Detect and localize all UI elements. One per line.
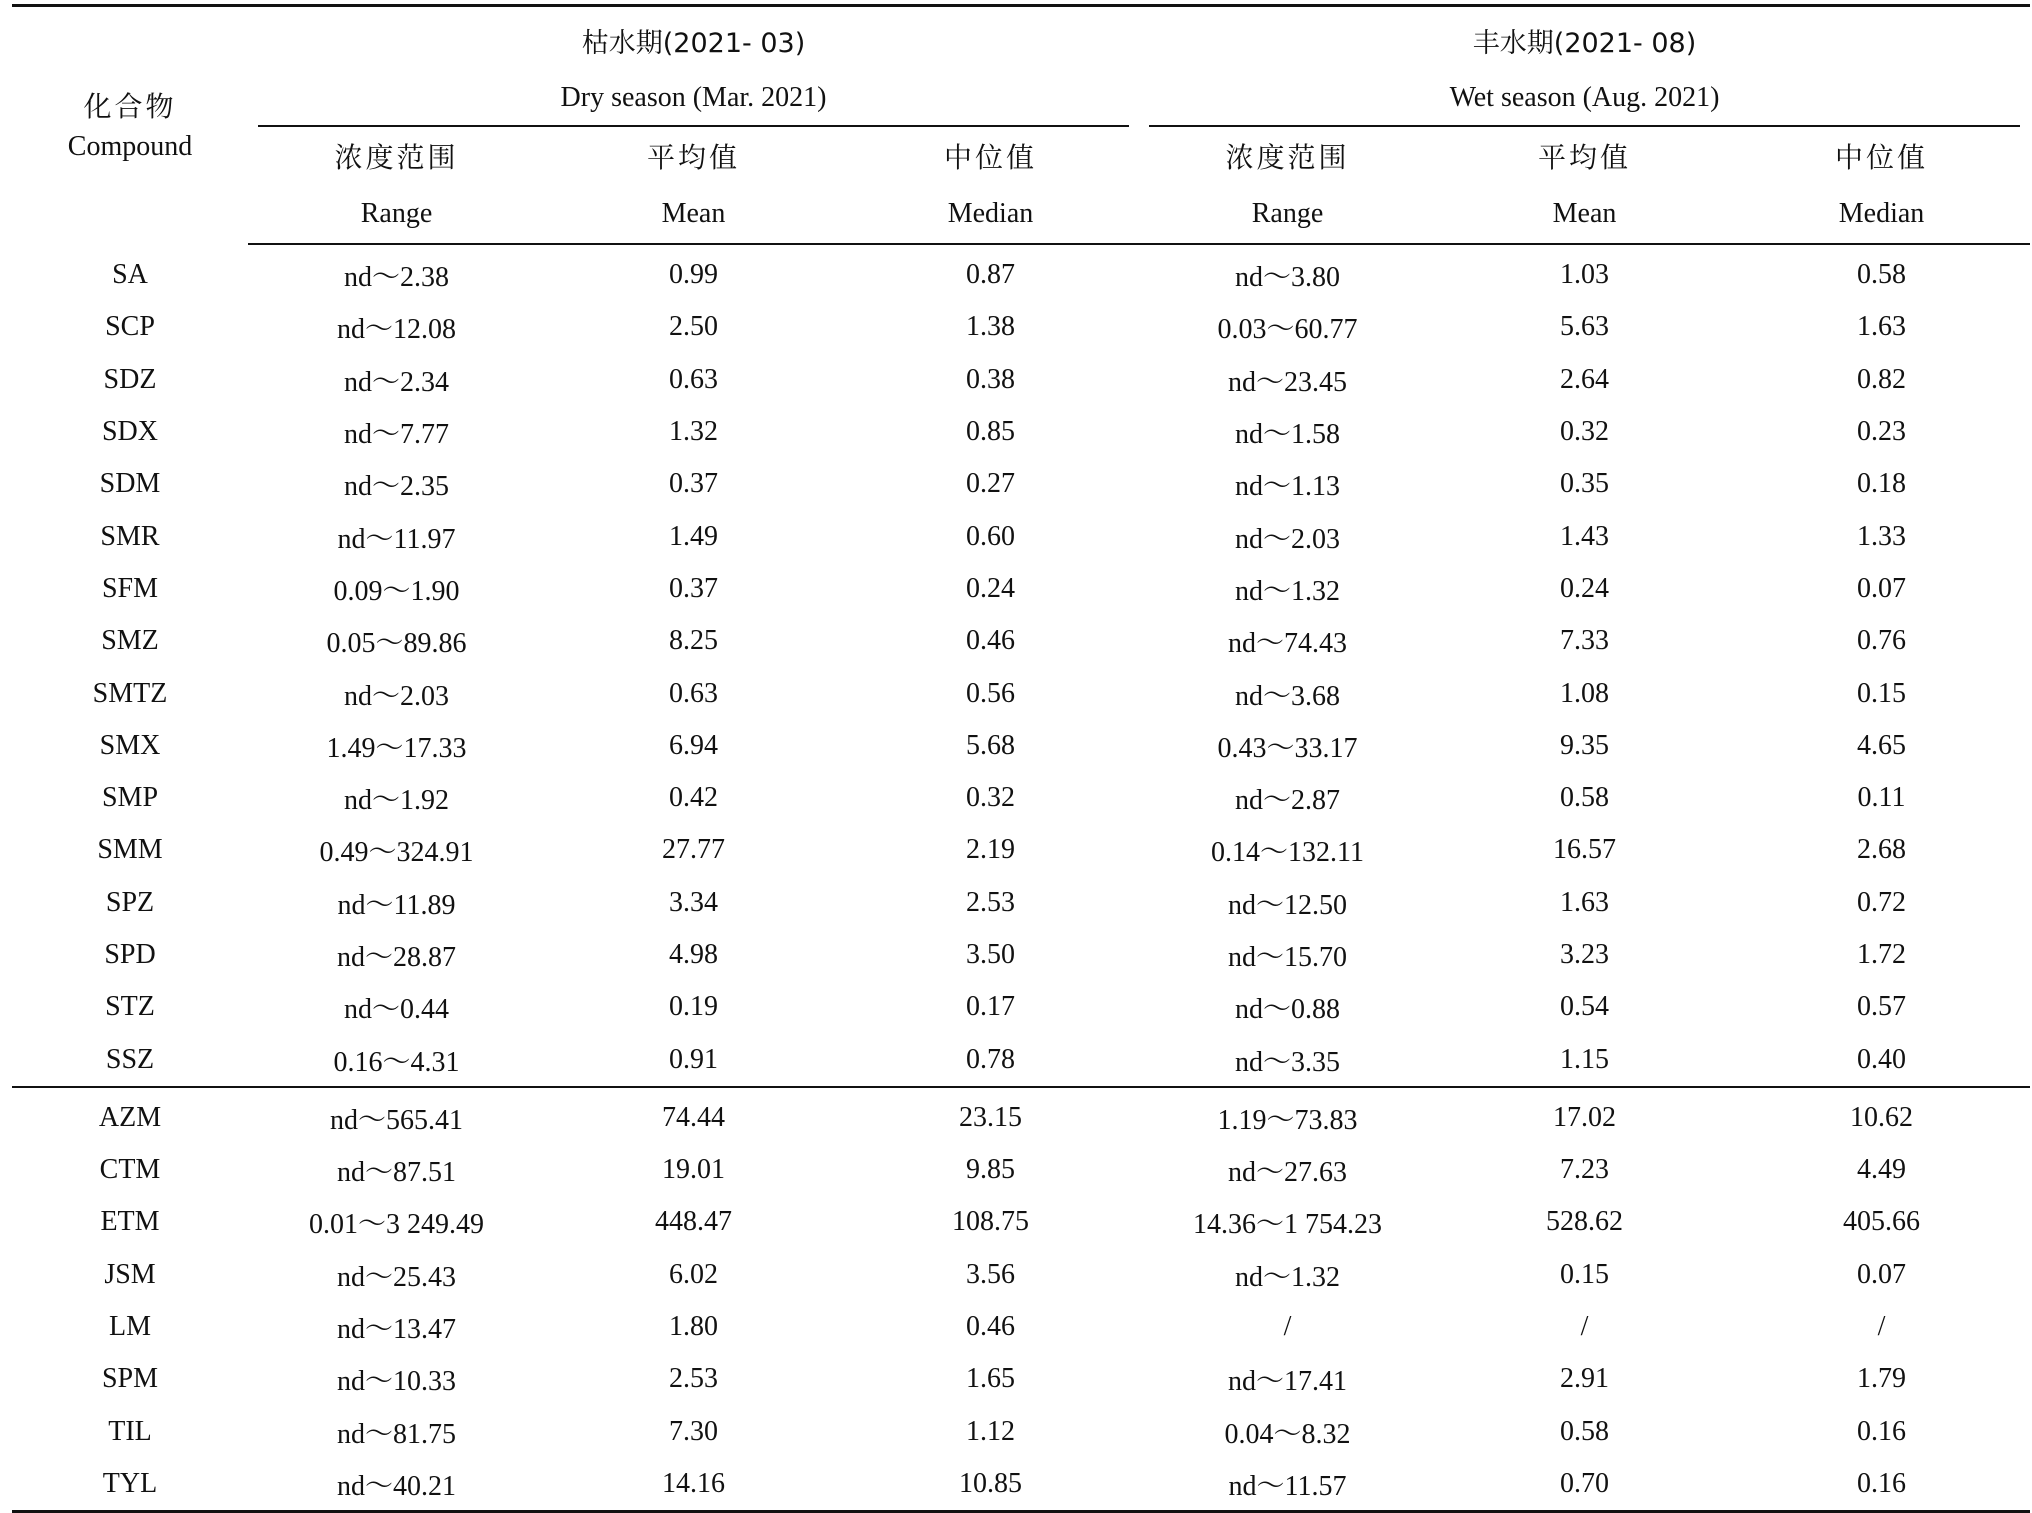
wet-range-cell: 0.04～8.32: [1224, 1418, 1351, 1450]
wet-range-cell: 14.36～1 754.23: [1193, 1209, 1383, 1241]
wet-median-cell: 0.07: [1857, 572, 1907, 604]
table-row: [12, 615, 2030, 667]
dry-range-cell: 0.05～89.86: [326, 628, 467, 660]
dry-median-cell: 0.46: [966, 625, 1015, 657]
wet-median-header-en: Median: [1733, 185, 2030, 244]
wet-median-cell: 405.66: [1843, 1206, 1921, 1238]
wet-season-header-en: [1139, 69, 2030, 127]
dry-range-cell: nd～10.33: [336, 1366, 456, 1398]
wet-range-cell: nd～0.88: [1235, 994, 1341, 1026]
compound-cell: JSM: [104, 1258, 156, 1290]
wet-median-cell: 1.33: [1857, 520, 1907, 552]
dry-median-cell: 0.85: [966, 416, 1015, 448]
dry-median-cell: 1.38: [966, 311, 1015, 343]
dry-median-cell: 0.60: [966, 520, 1015, 552]
wet-range-cell: 0.14～132.11: [1211, 837, 1364, 869]
compound-header-zh-cell: [12, 6, 248, 128]
compound-cell: SA: [112, 258, 148, 290]
dry-median-label-zh: 中位值: [944, 141, 1038, 174]
compound-cell: CTM: [99, 1154, 161, 1186]
dry-mean-cell: 4.98: [669, 939, 718, 970]
wet-mean-cell: 1.63: [1560, 886, 1610, 918]
compound-cell: SPZ: [105, 886, 155, 918]
dry-range-header-en: Range: [248, 185, 545, 244]
dry-median-cell: 1.65: [966, 1363, 1015, 1395]
compound-cell: SMR: [100, 520, 160, 552]
wet-range-header-zh: [1139, 127, 1436, 185]
dry-range-cell: nd～11.89: [337, 889, 456, 921]
dry-median-cell: 3.56: [966, 1258, 1015, 1290]
wet-mean-cell: 0.70: [1436, 1458, 1733, 1512]
table-row: [12, 301, 2030, 353]
compound-cell: STZ: [105, 991, 155, 1023]
table-row: [12, 877, 2030, 929]
dry-range-cell: nd～1.92: [343, 785, 449, 817]
header-row-sub-zh: [12, 127, 2030, 185]
wet-range-cell: nd～1.32: [1235, 575, 1341, 607]
dry-mean-cell: 0.63: [669, 677, 718, 709]
wet-median-header-zh: [1733, 127, 2030, 185]
table-row: [12, 406, 2030, 458]
compound-cell: SSZ: [105, 1043, 155, 1075]
dry-season-underline: [258, 125, 1129, 127]
wet-median-cell: 0.11: [1857, 782, 1906, 814]
wet-mean-cell: 0.15: [1560, 1258, 1610, 1290]
wet-median-label-zh: 中位值: [1835, 141, 1929, 174]
table-row: [12, 244, 2030, 301]
dry-mean-cell: 6.02: [669, 1258, 718, 1290]
dry-median-cell: 0.38: [966, 363, 1015, 395]
dry-range-cell: nd～11.97: [337, 523, 456, 555]
compound-cell: SDM: [99, 468, 161, 500]
wet-range-cell: nd～15.70: [1228, 942, 1348, 973]
compound-cell: AZM: [12, 1087, 248, 1144]
dry-season-title-en: Dry season (Mar. 2021): [560, 82, 827, 113]
dry-season-header-zh: [248, 6, 1139, 70]
table-row: [12, 1406, 2030, 1458]
wet-range-cell: nd～23.45: [1228, 366, 1348, 398]
dry-mean-cell: 8.25: [669, 625, 718, 657]
wet-range-cell: nd～3.80: [1235, 262, 1341, 294]
dry-mean-cell: 0.42: [669, 782, 718, 814]
wet-season-header-zh: [1139, 6, 2030, 70]
table-row: [12, 1144, 2030, 1196]
dry-range-cell: nd～40.21: [248, 1458, 545, 1512]
dry-range-header-zh: [248, 127, 545, 185]
wet-mean-cell: 2.91: [1560, 1363, 1610, 1395]
dry-range-cell: 0.49～324.91: [319, 837, 474, 869]
wet-mean-header-zh: [1436, 127, 1733, 185]
wet-median-cell: /: [1877, 1311, 1886, 1343]
compound-cell: ETM: [100, 1206, 160, 1238]
dry-mean-cell: 0.37: [669, 468, 718, 500]
table-row: [12, 720, 2030, 772]
wet-median-cell: 10.62: [1733, 1087, 2030, 1144]
wet-mean-label-zh: 平均值: [1538, 141, 1632, 174]
wet-mean-cell: 7.33: [1560, 625, 1610, 657]
wet-mean-cell: 1.43: [1560, 520, 1610, 552]
dry-mean-cell: 6.94: [669, 729, 718, 761]
wet-mean-cell: 7.23: [1560, 1154, 1610, 1186]
wet-median-cell: 4.65: [1857, 729, 1907, 761]
wet-median-cell: 1.72: [1857, 939, 1907, 970]
dry-range-cell: nd～2.38: [343, 262, 449, 294]
dry-median-cell: 0.46: [966, 1311, 1015, 1343]
dry-range-cell: nd～0.44: [343, 994, 449, 1026]
dry-mean-cell: 2.50: [669, 311, 718, 343]
wet-range-header-en: Range: [1139, 185, 1436, 244]
dry-mean-cell: 0.91: [669, 1043, 718, 1075]
dry-season-header-en: [248, 69, 1139, 127]
dry-mean-cell: 1.32: [669, 416, 718, 448]
dry-mean-header-zh: [545, 127, 842, 185]
wet-median-cell: 0.40: [1857, 1043, 1907, 1075]
wet-range-cell: 1.19～73.83: [1139, 1087, 1436, 1144]
dry-mean-cell: 27.77: [662, 834, 725, 866]
wet-mean-cell: 3.23: [1560, 939, 1610, 970]
compound-cell: LM: [109, 1311, 151, 1343]
compound-cell: SPM: [101, 1363, 159, 1395]
dry-range-cell: nd～2.03: [343, 680, 449, 712]
wet-median-cell: 0.07: [1857, 1258, 1907, 1290]
dry-mean-cell: 0.19: [669, 991, 718, 1023]
wet-range-cell: nd～3.35: [1235, 1046, 1341, 1078]
dry-mean-cell: 1.80: [669, 1311, 718, 1343]
wet-median-cell: 0.57: [1857, 991, 1907, 1023]
table-row: [12, 824, 2030, 876]
table-row: [12, 1301, 2030, 1353]
wet-range-cell: nd～1.13: [1235, 471, 1341, 503]
wet-mean-cell: 1.15: [1560, 1043, 1610, 1075]
dry-median-cell: 3.50: [966, 939, 1015, 970]
dry-median-cell: 2.19: [966, 834, 1015, 866]
wet-mean-cell: 1.08: [1560, 677, 1610, 709]
compound-header-zh: 化合物: [83, 90, 177, 123]
dry-range-cell: nd～28.87: [336, 942, 456, 973]
wet-range-cell: nd～1.58: [1235, 419, 1341, 451]
dry-range-cell: nd～25.43: [336, 1261, 456, 1293]
compound-cell: SMX: [99, 729, 161, 761]
wet-range-label-zh: 浓度范围: [1225, 141, 1350, 174]
wet-mean-cell: 5.63: [1560, 311, 1610, 343]
compound-header-en-cell: [12, 127, 248, 244]
wet-range-cell: nd～1.32: [1235, 1261, 1341, 1293]
compound-cell: SMZ: [101, 625, 159, 657]
dry-mean-cell: 3.34: [669, 886, 718, 918]
dry-mean-label-zh: 平均值: [646, 141, 740, 174]
wet-mean-cell: 528.62: [1546, 1206, 1624, 1238]
dry-median-cell: 0.32: [966, 782, 1015, 814]
wet-median-cell: 0.15: [1857, 677, 1907, 709]
dry-range-cell: 1.49～17.33: [326, 732, 467, 764]
table-row: [12, 354, 2030, 406]
dry-median-header-en: Median: [842, 185, 1139, 244]
compound-cell: SFM: [101, 572, 159, 604]
compound-cell: TIL: [108, 1415, 152, 1447]
compound-cell: SMM: [97, 834, 163, 866]
header-row-season-en: [12, 69, 2030, 127]
table-header: [12, 6, 2030, 245]
table-row: [12, 981, 2030, 1033]
wet-mean-header-en: Mean: [1436, 185, 1733, 244]
dry-range-cell: 0.16～4.31: [333, 1046, 460, 1078]
table-row: [12, 1249, 2030, 1301]
dry-mean-cell: 448.47: [655, 1206, 732, 1238]
wet-median-cell: 0.16: [1857, 1415, 1907, 1447]
wet-median-cell: 0.76: [1857, 625, 1907, 657]
dry-mean-cell: 0.99: [669, 259, 718, 291]
dry-median-cell: 5.68: [966, 729, 1015, 761]
table-row: [12, 667, 2030, 719]
table-row: [12, 929, 2030, 981]
table-row: [12, 510, 2030, 562]
wet-mean-cell: 17.02: [1436, 1087, 1733, 1144]
concentration-table-wrapper: [12, 4, 2030, 1513]
wet-median-cell: 4.49: [1857, 1154, 1907, 1186]
wet-median-cell: 1.63: [1857, 311, 1907, 343]
dry-median-cell: 23.15: [842, 1087, 1139, 1144]
wet-mean-cell: 2.64: [1560, 363, 1610, 395]
wet-mean-cell: 1.03: [1560, 259, 1610, 291]
wet-range-cell: nd～3.68: [1235, 680, 1341, 712]
dry-median-cell: 1.12: [966, 1415, 1015, 1447]
dry-median-cell: 10.85: [842, 1458, 1139, 1512]
antibiotic-concentration-table: [12, 4, 2030, 1513]
dry-range-label-zh: 浓度范围: [334, 141, 459, 174]
wet-median-cell: 0.18: [1857, 468, 1907, 500]
dry-mean-cell: 14.16: [545, 1458, 842, 1512]
wet-median-cell: 0.16: [1733, 1458, 2030, 1512]
wet-mean-cell: 16.57: [1553, 834, 1617, 866]
wet-season-underline: [1149, 125, 2020, 127]
header-row-sub-en: [12, 185, 2030, 244]
wet-range-cell: nd～2.87: [1235, 785, 1341, 817]
wet-range-cell: nd～27.63: [1228, 1157, 1348, 1189]
table-row: [12, 1033, 2030, 1086]
dry-range-cell: nd～2.35: [343, 471, 449, 503]
compound-header-en: Compound: [67, 131, 193, 162]
wet-median-cell: 2.68: [1857, 834, 1907, 866]
wet-median-cell: 1.79: [1857, 1363, 1907, 1395]
dry-median-cell: 9.85: [966, 1154, 1015, 1186]
dry-range-cell: nd～81.75: [336, 1418, 456, 1450]
dry-median-cell: 0.24: [966, 572, 1015, 604]
table-row: [12, 1087, 2030, 1144]
wet-mean-cell: 0.54: [1560, 991, 1610, 1023]
table-row: [12, 1353, 2030, 1405]
dry-mean-cell: 1.49: [669, 520, 718, 552]
wet-mean-cell: 0.24: [1560, 572, 1610, 604]
wet-range-cell: nd～12.50: [1228, 889, 1348, 921]
wet-median-cell: 0.58: [1857, 259, 1907, 291]
dry-mean-cell: 0.63: [669, 363, 718, 395]
dry-median-cell: 0.56: [966, 677, 1015, 709]
dry-median-header-zh: [842, 127, 1139, 185]
wet-median-cell: 0.82: [1857, 363, 1907, 395]
compound-cell: SCP: [105, 311, 155, 343]
wet-range-cell: 0.43～33.17: [1217, 732, 1358, 764]
wet-range-cell: nd～17.41: [1228, 1366, 1348, 1398]
dry-mean-cell: 19.01: [662, 1154, 725, 1186]
wet-range-cell: nd～11.57: [1139, 1458, 1436, 1512]
wet-mean-cell: 0.35: [1560, 468, 1610, 500]
dry-mean-cell: 2.53: [669, 1363, 718, 1395]
dry-range-cell: 0.09～1.90: [333, 575, 460, 607]
wet-mean-cell: 9.35: [1560, 729, 1610, 761]
dry-mean-header-en: Mean: [545, 185, 842, 244]
compound-cell: SPD: [104, 939, 156, 970]
wet-median-cell: 0.23: [1857, 416, 1907, 448]
wet-mean-cell: 0.58: [1560, 782, 1610, 814]
dry-mean-cell: 7.30: [669, 1415, 718, 1447]
dry-mean-cell: 74.44: [545, 1087, 842, 1144]
dry-range-cell: nd～7.77: [343, 419, 449, 451]
compound-cell: SMTZ: [92, 677, 168, 709]
header-row-season-zh: [12, 6, 2030, 70]
dry-median-cell: 108.75: [952, 1206, 1029, 1238]
wet-season-title-zh: 丰水期(2021- 08): [1472, 27, 1697, 59]
dry-median-cell: 0.17: [966, 991, 1015, 1023]
dry-range-cell: 0.01～3 249.49: [308, 1209, 484, 1241]
table-row: [12, 772, 2030, 824]
table-row: [12, 458, 2030, 510]
table-body: [12, 244, 2030, 1512]
wet-range-cell: nd～2.03: [1235, 523, 1341, 555]
dry-median-cell: 2.53: [966, 886, 1015, 918]
table-row: [12, 563, 2030, 615]
dry-season-title-zh: 枯水期(2021- 03): [581, 27, 806, 59]
dry-median-cell: 0.27: [966, 468, 1015, 500]
compound-cell: SDZ: [103, 363, 157, 395]
compound-cell: SDX: [101, 416, 158, 448]
wet-season-title-en: Wet season (Aug. 2021): [1449, 82, 1720, 113]
compound-cell: TYL: [12, 1458, 248, 1512]
dry-range-cell: nd～13.47: [336, 1314, 456, 1346]
wet-median-cell: 0.72: [1857, 886, 1907, 918]
dry-range-cell: nd～565.41: [248, 1087, 545, 1144]
dry-range-cell: nd～87.51: [336, 1157, 456, 1189]
wet-range-cell: 0.03～60.77: [1217, 314, 1358, 346]
dry-range-cell: nd～2.34: [343, 366, 449, 398]
dry-mean-cell: 0.37: [669, 572, 718, 604]
dry-median-cell: 0.78: [966, 1043, 1015, 1075]
wet-range-cell: /: [1283, 1311, 1292, 1343]
wet-range-cell: nd～74.43: [1228, 628, 1348, 660]
wet-mean-cell: /: [1580, 1311, 1589, 1343]
wet-mean-cell: 0.32: [1560, 416, 1610, 448]
table-row: [12, 1196, 2030, 1248]
dry-range-cell: nd～12.08: [336, 314, 456, 346]
dry-median-cell: 0.87: [966, 259, 1015, 291]
wet-mean-cell: 0.58: [1560, 1415, 1610, 1447]
compound-cell: SMP: [101, 782, 159, 814]
